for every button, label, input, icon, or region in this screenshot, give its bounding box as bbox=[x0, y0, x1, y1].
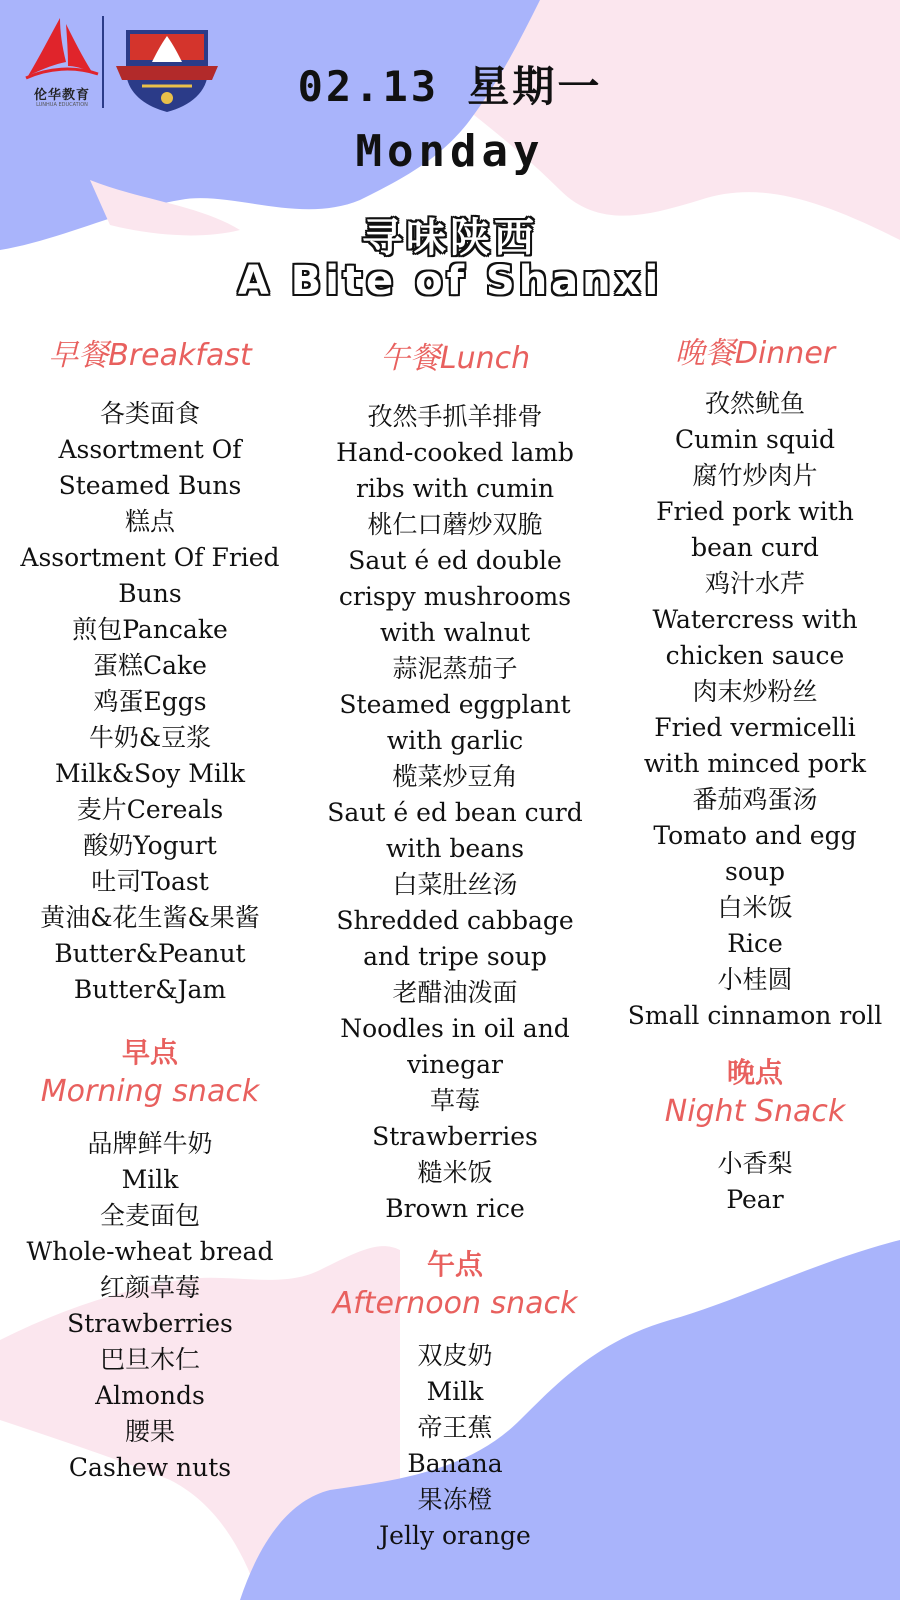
theme-title-cn: 寻味陕西 bbox=[362, 215, 538, 261]
list-item: 全麦面包 bbox=[99, 1201, 200, 1230]
list-item: 小香梨 bbox=[717, 1149, 793, 1178]
list-item: 果冻橙 bbox=[417, 1485, 493, 1514]
list-item: 双皮奶 bbox=[417, 1341, 493, 1370]
list-item: 番茄鸡蛋汤 bbox=[692, 785, 818, 814]
night-snack-section bbox=[610, 1054, 900, 1218]
lunch-list bbox=[310, 399, 600, 1227]
list-item: Rice bbox=[727, 929, 783, 958]
list-item: 榄菜炒豆角 bbox=[392, 762, 518, 791]
logo-subtext: LUNHUA EDUCATION bbox=[36, 102, 88, 108]
lunch-heading: 午餐Lunch bbox=[379, 341, 531, 376]
list-item: Banana bbox=[407, 1449, 503, 1478]
list-item: Butter&Jam bbox=[73, 975, 227, 1004]
list-item: Pear bbox=[726, 1185, 784, 1214]
night-snack-heading-cn: 晚点 bbox=[726, 1056, 783, 1089]
list-item: 白米饭 bbox=[717, 893, 793, 922]
list-item: 帝王蕉 bbox=[417, 1413, 493, 1442]
list-item: vinegar bbox=[407, 1050, 503, 1079]
dinner-list bbox=[610, 386, 900, 1034]
list-item: Hand-cooked lamb bbox=[336, 438, 574, 467]
list-item: Cashew nuts bbox=[68, 1453, 232, 1482]
list-item: 孜然手抓羊排骨 bbox=[367, 402, 543, 431]
list-item: 煎包Pancake bbox=[72, 615, 228, 644]
list-item: 腰果 bbox=[124, 1417, 175, 1446]
dinner-section bbox=[610, 334, 900, 1034]
list-item: Tomato and egg bbox=[653, 821, 857, 850]
list-item: Fried pork with bbox=[656, 497, 854, 526]
list-item: with beans bbox=[385, 834, 525, 863]
list-item: Assortment Of bbox=[58, 435, 242, 464]
list-item: crispy mushrooms bbox=[338, 582, 572, 611]
list-item: 酸奶Yogurt bbox=[83, 831, 217, 860]
list-item: Milk&Soy Milk bbox=[55, 759, 245, 788]
list-item: Cumin squid bbox=[675, 425, 835, 454]
list-item: chicken sauce bbox=[665, 641, 845, 670]
list-item: Saut é ed double bbox=[348, 546, 562, 575]
list-item: and tripe soup bbox=[363, 942, 547, 971]
list-item: Steamed Buns bbox=[58, 471, 242, 500]
list-item: 吐司Toast bbox=[91, 867, 209, 896]
list-item: Whole-wheat bread bbox=[26, 1237, 274, 1266]
date-title: 02.13 星期一 bbox=[297, 62, 603, 111]
afternoon-snack-section bbox=[310, 1246, 600, 1554]
list-item: 白菜肚丝汤 bbox=[392, 870, 518, 899]
list-item: 蛋糕Cake bbox=[93, 651, 207, 680]
list-item: Buns bbox=[118, 579, 182, 608]
list-item: 各类面食 bbox=[99, 399, 200, 428]
afternoon-snack-list bbox=[310, 1338, 600, 1554]
list-item: 小桂圆 bbox=[717, 965, 793, 994]
list-item: 鸡汁水芹 bbox=[704, 569, 805, 598]
day-title: Monday bbox=[355, 126, 545, 177]
morning-snack-heading-cn: 早点 bbox=[121, 1036, 178, 1069]
list-item: Milk bbox=[121, 1165, 179, 1194]
list-item: Steamed eggplant bbox=[339, 690, 571, 719]
list-item: 巴旦木仁 bbox=[99, 1345, 200, 1374]
list-item: Brown rice bbox=[385, 1194, 525, 1223]
list-item: 老醋油泼面 bbox=[392, 978, 518, 1007]
theme-title-en: A Bite of Shanxi bbox=[237, 258, 663, 304]
list-item: soup bbox=[725, 857, 785, 886]
morning-snack-list bbox=[10, 1126, 290, 1486]
list-item: with walnut bbox=[379, 618, 531, 647]
list-item: Watercress with bbox=[652, 605, 858, 634]
list-item: 牛奶&豆浆 bbox=[88, 723, 212, 752]
list-item: 黄油&花生酱&果酱 bbox=[40, 903, 260, 932]
list-item: Shredded cabbage bbox=[336, 906, 574, 935]
list-item: 麦片Cereals bbox=[76, 795, 224, 824]
list-item: Saut é ed bean curd bbox=[327, 798, 583, 827]
list-item: 桃仁口蘑炒双脆 bbox=[367, 510, 543, 539]
list-item: 肉末炒粉丝 bbox=[692, 677, 818, 706]
list-item: 草莓 bbox=[429, 1086, 480, 1115]
morning-snack-heading-en: Morning snack bbox=[40, 1074, 260, 1109]
breakfast-section bbox=[10, 336, 290, 1008]
afternoon-snack-heading-cn: 午点 bbox=[426, 1248, 483, 1281]
list-item: Fried vermicelli bbox=[654, 713, 856, 742]
list-item: 红颜草莓 bbox=[99, 1273, 200, 1302]
list-item: bean curd bbox=[691, 533, 819, 562]
morning-snack-section bbox=[10, 1034, 290, 1486]
list-item: Almonds bbox=[95, 1381, 205, 1410]
breakfast-list bbox=[10, 396, 290, 1008]
lunch-section bbox=[310, 339, 600, 1227]
list-item: 孜然鱿鱼 bbox=[704, 389, 805, 418]
breakfast-heading: 早餐Breakfast bbox=[48, 338, 252, 373]
list-item: Small cinnamon roll bbox=[627, 1001, 883, 1030]
logo-text: 伦华教育 bbox=[33, 88, 90, 103]
dinner-heading: 晚餐Dinner bbox=[674, 336, 836, 371]
list-item: Noodles in oil and bbox=[340, 1014, 570, 1043]
list-item: Strawberries bbox=[67, 1309, 233, 1338]
list-item: Assortment Of Fried bbox=[20, 543, 280, 572]
afternoon-snack-heading-en: Afternoon snack bbox=[332, 1286, 578, 1321]
list-item: Butter&Peanut bbox=[54, 939, 246, 968]
list-item: ribs with cumin bbox=[355, 474, 555, 503]
list-item: with minced pork bbox=[643, 749, 867, 778]
night-snack-heading-en: Night Snack bbox=[664, 1094, 846, 1129]
list-item: 糙米饭 bbox=[417, 1158, 493, 1187]
list-item: Milk bbox=[426, 1377, 484, 1406]
list-item: Strawberries bbox=[372, 1122, 538, 1151]
list-item: with garlic bbox=[386, 726, 524, 755]
list-item: 糕点 bbox=[124, 507, 175, 536]
night-snack-list bbox=[610, 1146, 900, 1218]
list-item: 品牌鲜牛奶 bbox=[87, 1129, 213, 1158]
list-item: Jelly orange bbox=[379, 1521, 531, 1550]
list-item: 蒜泥蒸茄子 bbox=[392, 654, 518, 683]
list-item: 鸡蛋Eggs bbox=[93, 687, 207, 716]
list-item: 腐竹炒肉片 bbox=[692, 461, 818, 490]
